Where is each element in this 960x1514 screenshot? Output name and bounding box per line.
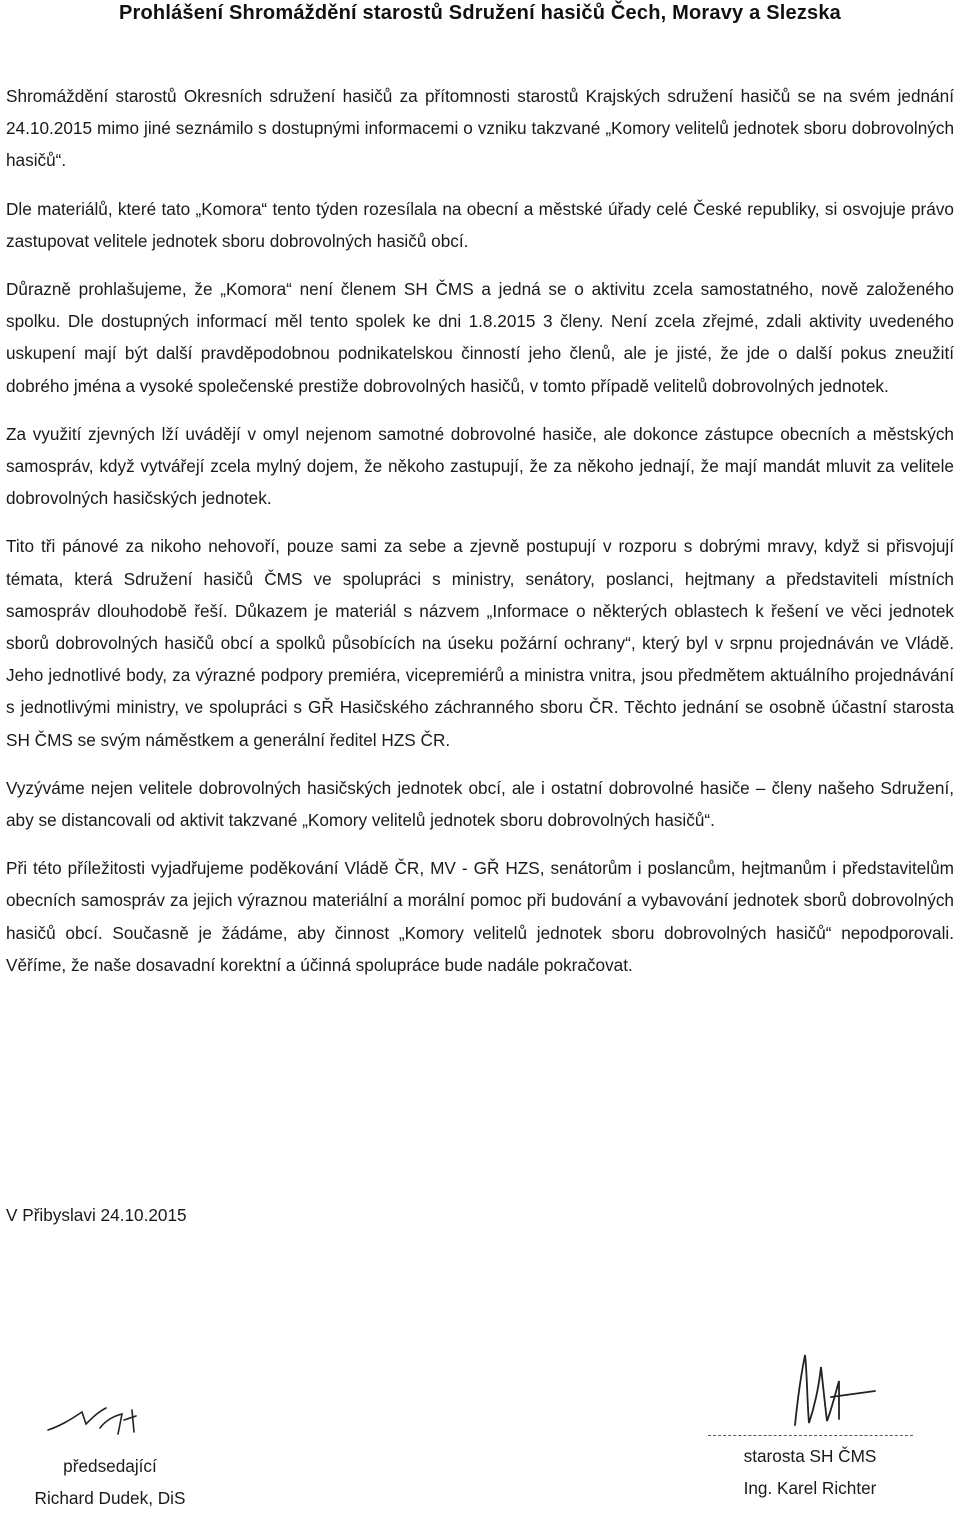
signatory-name-mayor: Ing. Karel Richter xyxy=(743,1478,877,1498)
paragraph-materials: Dle materiálů, které tato „Komora“ tento týden rozesílala na obecní a městské úřady celé České republiky, si osvojuje právo zastupovat velitele jednotek sboru dobrovolných hasičů obcí. xyxy=(6,198,954,251)
place-and-date: V Přibyslavi 24.10.2015 xyxy=(6,1205,187,1225)
signature-line xyxy=(708,1435,913,1436)
paragraph-three-men: Tito tři pánové za nikoho nehovoří, pouze sami za sebe a zjevně postupují v rozporu s dobrými mravy, když si přisvojují témata, která Sdružení hasičů ČMS ve spolupráci s ministry, senátory, poslanci, hejtmany a představiteli místních samospráv dlouhodobě řeší. Důkazem je materiál s názvem „Informace o některých oblastech k řešení ve věci jednotek sborů dobrovolných hasičů obcí a spolků působících na úseku požární ochrany“, který byl v srpnu projednáván ve Vládě. Jeho jednotlivé body, za výrazné podpory premiéra, vicepremiérů a ministra vnitra, jsou předmětem aktuálního projednávání s jednotlivými ministry, ve spolupráci s GŘ Hasičského záchranného sboru ČR. Těchto jednání se osobně účastní starosta SH ČMS se svým náměstkem a generální ředitel HZS ČR. xyxy=(6,536,954,750)
signature-block-mayor xyxy=(690,1345,930,1504)
paragraph-intro: Shromáždění starostů Okresních sdružení hasičů za přítomnosti starostů Krajských sdružení hasičů se na svém jednání 24.10.2015 mimo jiné seznámilo s dostupnými informacemi o vzniku takzvané „Komory velitelů jednotek sboru dobrovolných hasičů“. xyxy=(6,86,954,171)
paragraph-thanks: Při této příležitosti vyjadřujeme poděkování Vládě ČR, MV - GŘ HZS, senátorům i poslancům, hejtmanům i představitelům obecních samospráv za jejich výraznou materiální a morální pomoc při budování a vybavování jednotek sborů dobrovolných hasičů obcí. Současně je žádáme, aby činnost „Komory velitelů jednotek sboru dobrovolných hasičů“ nepodporovali. Věříme, že naše dosavadní korektní a účinná spolupráce bude nadále pokračovat. xyxy=(6,858,954,975)
document-title: Prohlášení Shromáždění starostů Sdružení hasičů Čech, Moravy a Slezska xyxy=(118,2,841,24)
paragraph-declaration: Důrazně prohlašujeme, že „Komora“ není členem SH ČMS a jedná se o aktivitu zcela samostatného, nově založeného spolku. Dle dostupných informací měl tento spolek ke dni 1.8.2015 3 členy. Není zcela zřejmé, zdali aktivity uvedeného uskupení mají být další pravděpodobnou podnikatelskou činností jeho členů, ale je jisté, že jde o další pokus zneužití dobrého jména a vysoké společenské prestiže dobrovolných hasičů, v tomto případě velitelů dobrovolných jednotek. xyxy=(6,279,954,396)
document-body xyxy=(6,80,954,997)
handwritten-signature-chair xyxy=(40,1390,180,1450)
handwritten-signature-mayor xyxy=(735,1345,885,1435)
signatory-name-chair: Richard Dudek, DiS xyxy=(34,1488,186,1508)
signatory-role-chair: předsedající xyxy=(63,1456,157,1476)
signature-block-chair xyxy=(10,1390,210,1514)
paragraph-appeal: Vyzýváme nejen velitele dobrovolných hasičských jednotek obcí, ale i ostatní dobrovolné hasiče – členy našeho Sdružení, aby se distancovali od aktivit takzvané „Komory velitelů jednotek sboru dobrovolných hasičů“. xyxy=(6,777,954,831)
signatory-role-mayor: starosta SH ČMS xyxy=(743,1446,877,1466)
paragraph-misleading: Za využití zjevných lží uvádějí v omyl nejenom samotné dobrovolné hasiče, ale dokonce zástupce obecních a městských samospráv, když vytvářejí zcela mylný dojem, že někoho zastupují, že za někoho jednají, že mají mandát mluvit za velitele dobrovolných hasičských jednotek. xyxy=(6,423,954,509)
